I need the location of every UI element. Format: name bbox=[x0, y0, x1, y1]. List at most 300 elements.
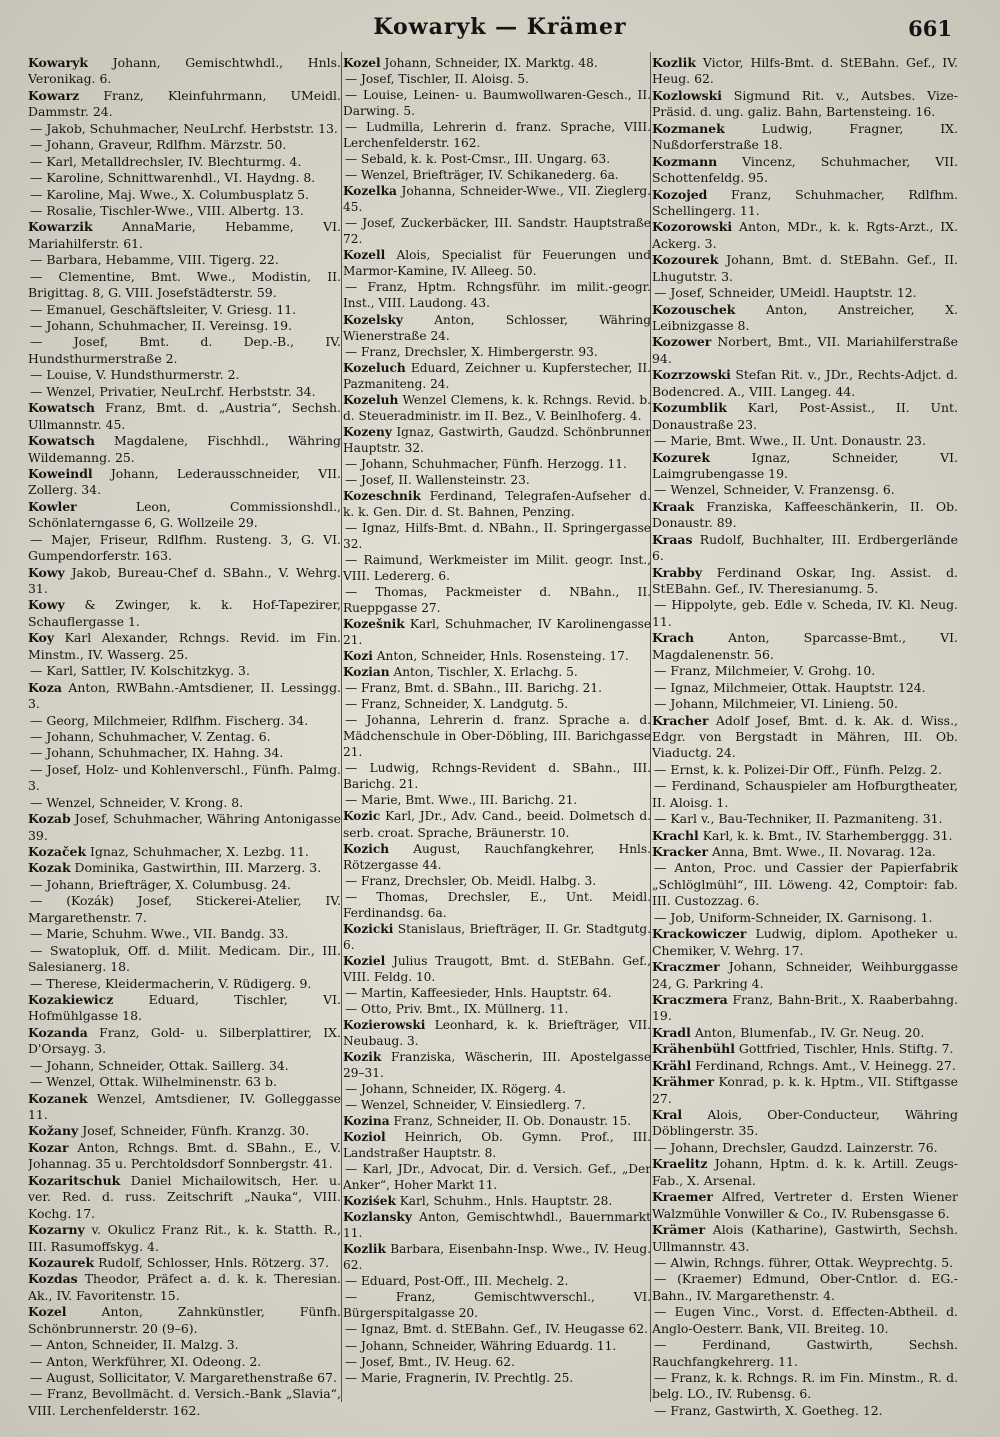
entry-surname: Krabby bbox=[652, 564, 703, 580]
entry-text: Karl Alexander, Rchngs. Revid. im Fin. Minstm., IV. Wasserg. 25. bbox=[28, 630, 341, 662]
directory-entry bbox=[343, 889, 651, 921]
entry-surname: Kraak bbox=[652, 498, 695, 514]
entry-surname: Kowatsch bbox=[28, 433, 95, 449]
directory-entry bbox=[28, 877, 341, 893]
directory-entry bbox=[343, 1081, 651, 1097]
entry-text: Anton, Tischler, X. Erlachg. 5. bbox=[393, 665, 578, 680]
directory-entry bbox=[28, 713, 341, 729]
entry-text: — Raimund, Werkmeister im Milit. geogr. Inst., VIII. Ledererg. 6. bbox=[343, 552, 651, 583]
entry-text: Franz, Kleinfuhrmann, UMeidl. Dammstr. 24. bbox=[28, 87, 341, 120]
entry-surname: Koziel bbox=[343, 953, 386, 968]
directory-entry bbox=[28, 1140, 341, 1173]
directory-entry bbox=[28, 1354, 341, 1370]
entry-text: — Johann, Schneider, Ottak. Saillerg. 34. bbox=[30, 1057, 289, 1073]
directory-entry bbox=[28, 187, 341, 203]
entry-text: — Josef, Bmt. d. Dep.-B., IV. Hundsthurmerstraße 2. bbox=[28, 334, 341, 366]
entry-surname: Kraas bbox=[652, 531, 693, 547]
entry-text: Wenzel Clemens, k. k. Rchngs. Revid. b. d. Steueradministr. im II. Bez., V. Beinlhoferg. 4. bbox=[343, 392, 651, 423]
entry-text: Barbara, Eisenbahn-Insp. Wwe., IV. Heug. 62. bbox=[343, 1242, 651, 1273]
entry-surname: Kozower bbox=[652, 334, 712, 350]
directory-entry bbox=[652, 828, 958, 844]
entry-surname: Kozar bbox=[28, 1139, 69, 1155]
directory-entry bbox=[28, 844, 341, 860]
entry-text: Ludwig, diplom. Apotheker u. Chemiker, V. Wehrg. 17. bbox=[652, 926, 958, 958]
directory-entry bbox=[652, 959, 958, 992]
directory-entry bbox=[343, 1193, 651, 1209]
directory-entry bbox=[343, 312, 651, 344]
entry-surname: Kozourek bbox=[652, 252, 719, 268]
entry-surname: Kraemer bbox=[652, 1189, 713, 1205]
directory-entry bbox=[343, 360, 651, 392]
entry-surname: Kowy bbox=[28, 597, 65, 613]
directory-entry bbox=[343, 488, 651, 520]
directory-entry bbox=[652, 1189, 958, 1222]
directory-entry bbox=[28, 663, 341, 679]
entry-surname: Koweindl bbox=[28, 465, 93, 481]
entry-text: Johann, Lederausschneider, VII. Zollerg. 34. bbox=[28, 465, 341, 498]
entry-surname: Koziol bbox=[343, 1130, 386, 1145]
directory-entry bbox=[343, 279, 651, 311]
entry-text: — Louise, Leinen- u. Baumwollwaren-Gesch., II. Darwing. 5. bbox=[343, 88, 651, 119]
directory-entry bbox=[28, 137, 341, 153]
directory-entry bbox=[343, 71, 651, 87]
directory-entry bbox=[343, 792, 651, 808]
directory-entry bbox=[28, 630, 341, 663]
entry-text: — Johann, Briefträger, X. Columbusg. 24. bbox=[30, 876, 291, 892]
entry-text: — Anton, Proc. und Cassier der Papierfabrik „Schlöglmühl“, III. Löweng. 42, Comptoir: fab. III. Custozzag. 6. bbox=[652, 860, 958, 909]
entry-surname: Kozic bbox=[343, 809, 381, 824]
entry-text: Eduard, Zeichner u. Kupferstecher, II. Pazmaniteng. 24. bbox=[343, 360, 651, 391]
entry-text: & Zwinger, k. k. Hof-Tapezirer, Schauflergasse 1. bbox=[28, 597, 341, 629]
entry-text: — Ferdinand, Schauspieler am Hofburgtheater, II. Aloisg. 1. bbox=[652, 778, 958, 810]
entry-surname: Kowy bbox=[28, 564, 65, 580]
entry-text: — Marie, Fragnerin, IV. Prechtlg. 25. bbox=[345, 1370, 574, 1385]
column-2 bbox=[343, 55, 651, 1420]
entry-text: Vincenz, Schuhmacher, VII. Schottenfeldg. 95. bbox=[652, 153, 958, 186]
entry-surname: Kozrzowski bbox=[652, 367, 731, 383]
entry-surname: Kozeschnik bbox=[343, 488, 421, 503]
entry-text: — Josef, II. Wallensteinstr. 23. bbox=[345, 472, 530, 487]
directory-entry bbox=[343, 921, 651, 953]
directory-entry bbox=[343, 424, 651, 456]
directory-entry bbox=[28, 121, 341, 137]
directory-entry bbox=[28, 384, 341, 400]
entry-text: Josef, Schneider, Fünfh. Kranzg. 30. bbox=[82, 1123, 310, 1139]
directory-entry bbox=[343, 87, 651, 119]
entry-text: — Wenzel, Schneider, V. Einsiedlerg. 7. bbox=[345, 1098, 586, 1113]
entry-text: — Franz, Bevollmächt. d. Versich.-Bank „Slavia“, VIII. Lerchenfelderstr. 162. bbox=[28, 1386, 341, 1418]
directory-entry bbox=[652, 1304, 958, 1337]
directory-entry bbox=[343, 616, 651, 648]
directory-entry bbox=[28, 367, 341, 383]
directory-entry bbox=[28, 154, 341, 170]
entry-text: Karl, Schuhm., Hnls. Hauptstr. 28. bbox=[399, 1194, 613, 1209]
entry-text: Theodor, Präfect a. d. k. k. Theresian. Ak., IV. Favoritenstr. 15. bbox=[28, 1271, 341, 1303]
entry-text: Franz, Bmt. d. „Austria“, Sechsh. Ullmannstr. 45. bbox=[28, 400, 341, 432]
directory-entry bbox=[652, 55, 958, 88]
entry-text: — Franz, Drechsler, X. Himbergerstr. 93. bbox=[345, 344, 598, 359]
entry-text: — Josef, Holz- und Kohlenverschl., Fünfh. Palmg. 3. bbox=[28, 761, 341, 794]
entry-text: — Johann, Schuhmacher, II. Vereinsg. 19. bbox=[30, 318, 293, 333]
directory-entry bbox=[28, 269, 341, 302]
directory-entry bbox=[652, 367, 958, 400]
entry-surname: Krähl bbox=[652, 1057, 692, 1073]
entry-surname: Kozurek bbox=[652, 449, 711, 465]
entry-text: Alois, Specialist für Feuerungen und Marmor-Kamine, IV. Alleeg. 50. bbox=[343, 248, 651, 279]
directory-entry bbox=[652, 433, 958, 449]
entry-surname: Kozarny bbox=[28, 1222, 85, 1238]
directory-entry bbox=[343, 1354, 651, 1370]
entry-text: Karl, Schuhmacher, IV Karolinengasse 21. bbox=[343, 617, 651, 648]
directory-entry bbox=[343, 1273, 651, 1289]
directory-entry bbox=[28, 680, 341, 713]
directory-entry bbox=[28, 795, 341, 811]
entry-text: Jakob, Bureau-Chef d. SBahn., V. Wehrg. 31. bbox=[28, 564, 341, 596]
directory-entry bbox=[652, 680, 958, 696]
entry-text: Ferdinand, Telegrafen-Aufseher d. k. k. Gen. Dir. d. St. Bahnen, Penzing. bbox=[343, 488, 651, 519]
directory-entry bbox=[343, 1017, 651, 1049]
entry-text: Ignaz, Schneider, VI. Laimgrubengasse 19. bbox=[652, 449, 958, 481]
entry-text: — Thomas, Drechsler, E., Unt. Meidl. Ferdinandsg. 6a. bbox=[343, 889, 651, 920]
entry-text: Johanna, Schneider-Wwe., VII. Zieglerg. 45. bbox=[343, 184, 651, 215]
entry-text: — Eduard, Post-Off., III. Mechelg. 2. bbox=[345, 1274, 569, 1289]
entry-text: — Karoline, Maj. Wwe., X. Columbusplatz 5. bbox=[30, 186, 309, 202]
entry-text: — Clementine, Bmt. Wwe., Modistin, II. Brigittag. 8, G. VIII. Josefstädterstr. 59. bbox=[28, 268, 341, 301]
entry-text: Franz, Schuhmacher, Rdlfhm. Schellingerg. 11. bbox=[652, 186, 958, 218]
directory-entry bbox=[28, 811, 341, 844]
entry-text: Ignaz, Gastwirth, Gaudzd. Schönbrunner Hauptstr. 32. bbox=[343, 424, 651, 455]
entry-surname: Kozell bbox=[343, 248, 386, 263]
directory-entry bbox=[343, 664, 651, 680]
entry-text: — Ignaz, Bmt. d. StEBahn. Gef., IV. Heugasse 62. bbox=[345, 1322, 648, 1337]
directory-entry bbox=[652, 778, 958, 811]
entry-text: Adolf Josef, Bmt. d. k. Ak. d. Wiss., Edgr. von Bergstadt in Mähren, III. Ob. Viaductg. 24. bbox=[652, 712, 958, 761]
directory-entry bbox=[28, 762, 341, 795]
entry-surname: Krähenbühl bbox=[652, 1041, 735, 1057]
directory-entry bbox=[652, 1025, 958, 1041]
entry-surname: Kraczmera bbox=[652, 991, 728, 1007]
entry-text: — Johann, Graveur, Rdlfhm. Märzstr. 50. bbox=[30, 137, 287, 153]
directory-entry bbox=[343, 1113, 651, 1129]
entry-text: Anton, RWBahn.-Amtsdiener, II. Lessingg. 3. bbox=[28, 679, 341, 712]
entry-surname: Kozouschek bbox=[652, 301, 736, 317]
directory-entry bbox=[28, 532, 341, 565]
entry-text: — Johanna, Lehrerin d. franz. Sprache a. d. Mädchenschule in Ober-Döbling, III. Barichgasse 21. bbox=[343, 713, 651, 760]
directory-entry bbox=[28, 88, 341, 121]
directory-entry bbox=[652, 219, 958, 252]
directory-entry bbox=[28, 745, 341, 761]
entry-surname: Kozaurek bbox=[28, 1254, 95, 1270]
entry-text: — Franz, Drechsler, Ob. Meidl. Halbg. 3. bbox=[345, 873, 597, 888]
entry-surname: Kracker bbox=[652, 844, 709, 859]
entry-text: Anton, Sparcasse-Bmt., VI. Magdalenenstr. 56. bbox=[652, 630, 958, 662]
entry-text: — Josef, Bmt., IV. Heug. 62. bbox=[345, 1354, 515, 1369]
directory-entry bbox=[28, 893, 341, 926]
directory-entry bbox=[343, 215, 651, 247]
entry-text: — Sebald, k. k. Post-Cmsr., III. Ungarg. 63. bbox=[345, 152, 611, 167]
entry-text: Leon, Commissionshdl., Schönlaterngasse 6, G. Wollzeile 29. bbox=[28, 498, 341, 531]
directory-entry bbox=[652, 1255, 958, 1271]
entry-text: — Ignaz, Milchmeier, Ottak. Hauptstr. 124. bbox=[654, 679, 926, 695]
entry-text: — (Kraemer) Edmund, Ober-Cntlor. d. EG.-Bahn., IV. Margarethenstr. 4. bbox=[652, 1271, 958, 1303]
directory-entry bbox=[652, 844, 958, 860]
entry-text: — Wenzel, Schneider, V. Krong. 8. bbox=[30, 794, 244, 810]
entry-text: Ignaz, Schuhmacher, X. Lezbg. 11. bbox=[90, 844, 309, 859]
directory-entry bbox=[652, 121, 958, 154]
directory-entry bbox=[652, 285, 958, 301]
entry-text: Franz, Bahn-Brit., X. Raaberbahng. 19. bbox=[652, 991, 958, 1024]
directory-entry bbox=[652, 663, 958, 679]
directory-entry bbox=[28, 597, 341, 630]
column-1 bbox=[28, 55, 341, 1420]
entry-text: — August, Sollicitator, V. Margarethenstraße 67. bbox=[30, 1370, 337, 1385]
directory-entry bbox=[652, 1107, 958, 1140]
directory-entry bbox=[343, 552, 651, 584]
entry-text: — Ignaz, Hilfs-Bmt. d. NBahn., II. Springergasse 32. bbox=[343, 520, 651, 551]
entry-text: Karl, Post-Assist., II. Unt. Donaustraße 23. bbox=[652, 400, 958, 432]
entry-text: — Marie, Bmt. Wwe., III. Barichg. 21. bbox=[345, 793, 578, 808]
directory-entry bbox=[343, 712, 651, 760]
entry-text: — Franz, Hptm. Rchngsführ. im milit.-geogr. Inst., VIII. Laudong. 43. bbox=[343, 280, 651, 311]
directory-entry bbox=[28, 976, 341, 992]
directory-entry bbox=[28, 1025, 341, 1058]
directory-entry bbox=[343, 873, 651, 889]
directory-entry bbox=[343, 456, 651, 472]
entry-surname: Kozmanek bbox=[652, 120, 725, 136]
entry-text: AnnaMarie, Hebamme, VI. Mariahilferstr. 61. bbox=[28, 219, 341, 251]
entry-text: Johann, Schneider, Weihburggasse 24, G. Parkring 4. bbox=[652, 959, 958, 991]
entry-text: v. Okulicz Franz Rit., k. k. Statth. R., III. Rasumoffskyg. 4. bbox=[28, 1222, 341, 1254]
entry-text: — Thomas, Packmeister d. NBahn., II. Rueppgasse 27. bbox=[343, 585, 651, 616]
directory-entry bbox=[343, 985, 651, 1001]
entry-text: Dominika, Gastwirthin, III. Marzerg. 3. bbox=[74, 860, 322, 876]
entry-surname: Kozaritschuk bbox=[28, 1172, 121, 1188]
entry-text: Franz, Schneider, II. Ob. Donaustr. 15. bbox=[393, 1114, 632, 1129]
directory-entry bbox=[343, 696, 651, 712]
entry-surname: Kraelitz bbox=[652, 1156, 708, 1172]
entry-text: — Josef, Schneider, UMeidl. Hauptstr. 12. bbox=[654, 285, 917, 301]
entry-text: Wenzel, Amtsdiener, IV. Golleggasse 11. bbox=[28, 1090, 341, 1122]
entry-text: Rudolf, Buchhalter, III. Erdbergerlände 6. bbox=[652, 531, 958, 564]
directory-entry bbox=[28, 1091, 341, 1124]
entry-text: Anna, Bmt. Wwe., II. Novarag. 12a. bbox=[712, 844, 936, 859]
entry-text: Johann, Schneider, IX. Marktg. 48. bbox=[384, 56, 598, 70]
entry-surname: Koza bbox=[28, 679, 62, 695]
directory-entry bbox=[28, 1123, 341, 1139]
entry-text: Leonhard, k. k. Briefträger, VII. Neubaug. 3. bbox=[343, 1017, 651, 1048]
entry-text: — Karl, Metalldrechsler, IV. Blechturmg. 4. bbox=[30, 153, 302, 169]
directory-entry bbox=[28, 992, 341, 1025]
entry-text: August, Rauchfangkehrer, Hnls. Rötzergasse 44. bbox=[343, 841, 651, 872]
directory-entry bbox=[652, 926, 958, 959]
entry-text: — Josef, Tischler, II. Aloisg. 5. bbox=[345, 72, 529, 87]
directory-entry bbox=[343, 1209, 651, 1241]
directory-entry bbox=[343, 1049, 651, 1081]
entry-text: Magdalene, Fischhdl., Währing Wildemanng. 25. bbox=[28, 433, 341, 465]
entry-surname: Kozanda bbox=[28, 1024, 88, 1040]
entry-text: — Ludwig, Rchngs-Revident d. SBahn., III. Barichg. 21. bbox=[343, 761, 651, 792]
directory-entry bbox=[343, 584, 651, 616]
entry-surname: Koy bbox=[28, 630, 55, 646]
entry-surname: Kozab bbox=[28, 811, 71, 827]
entry-text: Franziska, Wäscherin, III. Apostelgasse 29–31. bbox=[343, 1049, 651, 1080]
directory-entry bbox=[652, 400, 958, 433]
entry-surname: Kowarzik bbox=[28, 219, 93, 235]
entry-text: Anton, Anstreicher, X. Leibnizgasse 8. bbox=[652, 301, 958, 333]
entry-text: — Franz, Gastwirth, X. Goetheg. 12. bbox=[654, 1402, 883, 1418]
entry-text: Anton, Rchngs. Bmt. d. SBahn., E., V. Johannag. 35 u. Perchtoldsdorf Sonnbergstr. 41. bbox=[28, 1139, 341, 1172]
directory-entry bbox=[343, 344, 651, 360]
entry-text: — Wenzel, Briefträger, IV. Schikanederg. 6a. bbox=[345, 168, 619, 183]
directory-entry bbox=[343, 841, 651, 873]
entry-surname: Kowarz bbox=[28, 87, 80, 103]
entry-text: Anton, Blumenfab., IV. Gr. Neug. 20. bbox=[694, 1024, 925, 1040]
directory-entry bbox=[343, 392, 651, 424]
entry-surname: Kozumblik bbox=[652, 400, 727, 416]
entry-text: — Franz, k. k. Rchngs. R. im Fin. Minstm., R. d. belg. LO., IV. Rubensg. 6. bbox=[652, 1370, 958, 1402]
entry-surname: Kozian bbox=[343, 665, 390, 680]
directory-entry bbox=[28, 1337, 341, 1353]
entry-text: — Marie, Bmt. Wwe., II. Unt. Donaustr. 23. bbox=[654, 433, 926, 449]
entry-text: — Anton, Schneider, II. Malzg. 3. bbox=[30, 1337, 239, 1353]
entry-surname: Krackowiczer bbox=[652, 926, 747, 942]
column-rule bbox=[341, 52, 342, 1402]
entry-text: — Karl, JDr., Advocat, Dir. d. Versich. Gef., „Der Anker“, Hoher Markt 11. bbox=[343, 1162, 651, 1193]
entry-surname: Kozich bbox=[343, 841, 390, 856]
entry-surname: Kozorowski bbox=[652, 219, 733, 235]
entry-text: — Alwin, Rchngs. führer, Ottak. Weyprechtg. 5. bbox=[654, 1254, 954, 1270]
entry-surname: Kozik bbox=[343, 1049, 382, 1064]
directory-entry bbox=[343, 1321, 651, 1337]
directory-entry bbox=[652, 811, 958, 827]
entry-text: Johann, Hptm. d. k. k. Artill. Zeugs-Fab., X. Arsenal. bbox=[652, 1156, 958, 1188]
directory-entry bbox=[28, 1370, 341, 1386]
entry-surname: Kožany bbox=[28, 1123, 79, 1139]
directory-entry bbox=[28, 219, 341, 252]
entry-text: — Marie, Schuhm. Wwe., VII. Bandg. 33. bbox=[30, 926, 289, 942]
entry-text: — Wenzel, Ottak. Wilhelminenstr. 63 b. bbox=[30, 1074, 277, 1090]
page-number: 661 bbox=[908, 16, 952, 41]
column-3 bbox=[652, 55, 958, 1420]
entry-text: — Johann, Drechsler, Gaudzd. Lainzerstr. 76. bbox=[654, 1139, 938, 1155]
entry-surname: Kozanek bbox=[28, 1090, 88, 1106]
entry-surname: Kozicki bbox=[343, 921, 394, 936]
directory-entry bbox=[652, 565, 958, 598]
entry-text: — (Kozák) Josef, Stickerei-Atelier, IV. Margarethenstr. 7. bbox=[28, 893, 341, 925]
directory-entry bbox=[343, 119, 651, 151]
directory-entry bbox=[28, 860, 341, 876]
entry-surname: Kowaryk bbox=[28, 55, 88, 70]
directory-entry bbox=[28, 1255, 341, 1271]
directory-entry bbox=[343, 1370, 651, 1386]
entry-surname: Kracher bbox=[652, 712, 709, 728]
entry-text: — Hippolyte, geb. Edle v. Scheda, IV. Kl. Neug. 11. bbox=[652, 597, 958, 629]
entry-text: Gottfried, Tischler, Hnls. Stiftg. 7. bbox=[738, 1041, 954, 1057]
directory-entry bbox=[652, 450, 958, 483]
directory-entry bbox=[343, 680, 651, 696]
directory-entry bbox=[652, 1271, 958, 1304]
directory-entry bbox=[28, 433, 341, 466]
directory-entry bbox=[28, 55, 341, 88]
entry-surname: Kozaček bbox=[28, 844, 87, 859]
entry-text: Rudolf, Schlosser, Hnls. Rötzerg. 37. bbox=[98, 1254, 329, 1270]
entry-text: Franziska, Kaffeeschänkerin, II. Ob. Donaustr. 89. bbox=[652, 498, 958, 531]
entry-text: — Johann, Schneider, Währing Eduardg. 11. bbox=[345, 1338, 617, 1353]
entry-text: — Wenzel, Schneider, V. Franzensg. 6. bbox=[654, 482, 895, 498]
entry-text: — Johann, Schuhmacher, V. Zentag. 6. bbox=[30, 728, 271, 744]
directory-entry bbox=[28, 334, 341, 367]
entry-text: Norbert, Bmt., VII. Mariahilferstraße 94. bbox=[652, 334, 958, 366]
entry-text: — Franz, Schneider, X. Landgutg. 5. bbox=[345, 697, 569, 712]
entry-surname: Kozelsky bbox=[343, 312, 403, 327]
entry-text: — Johann, Milchmeier, VI. Linieng. 50. bbox=[654, 696, 898, 712]
directory-entry bbox=[652, 532, 958, 565]
entry-text: — Swatopluk, Off. d. Milit. Medicam. Dir., III. Salesianerg. 18. bbox=[28, 942, 341, 975]
entry-text: Alfred, Vertreter d. Ersten Wiener Walzmühle Vonwiller & Co., IV. Rubensgasse 6. bbox=[652, 1189, 958, 1221]
entry-text: Alois (Katharine), Gastwirth, Sechsh. Ullmannstr. 43. bbox=[652, 1222, 958, 1254]
directory-entry bbox=[28, 318, 341, 334]
entry-text: — Ferdinand, Gastwirth, Sechsh. Rauchfangkehrerg. 11. bbox=[652, 1337, 958, 1369]
entry-text: Sigmund Rit. v., Autsbes. Vize-Präsid. d. ung. galiz. Bahn, Bartensteing. 16. bbox=[652, 87, 958, 120]
directory-entry bbox=[28, 400, 341, 433]
entry-text: — Josef, Zuckerbäcker, III. Sandstr. Hauptstraße 72. bbox=[343, 216, 651, 247]
directory-entry bbox=[652, 860, 958, 909]
entry-surname: Kozeluh bbox=[343, 392, 399, 407]
entry-surname: Kowatsch bbox=[28, 400, 95, 416]
entry-surname: Koziśek bbox=[343, 1194, 396, 1209]
entry-text: Karl, k. k. Bmt., IV. Starhemberggg. 31. bbox=[702, 827, 953, 843]
entry-text: — Ludmilla, Lehrerin d. franz. Sprache, VIII. Lerchenfelderstr. 162. bbox=[343, 120, 651, 151]
entry-text: Josef, Schuhmacher, Währing Antonigasse 39. bbox=[28, 811, 341, 843]
directory-entry bbox=[28, 1386, 341, 1419]
directory-entry bbox=[652, 762, 958, 778]
entry-surname: Kowler bbox=[28, 498, 77, 514]
directory-entry bbox=[28, 1058, 341, 1074]
directory-entry bbox=[652, 713, 958, 762]
entry-surname: Krach bbox=[652, 630, 695, 646]
entry-surname: Kozel bbox=[28, 1304, 67, 1320]
entry-surname: Kozešnik bbox=[343, 617, 405, 632]
entry-text: Eduard, Tischler, VI. Hofmühlgasse 18. bbox=[28, 991, 341, 1024]
directory-entry bbox=[28, 499, 341, 532]
entry-surname: Kozeny bbox=[343, 424, 392, 439]
directory-entry bbox=[28, 943, 341, 976]
directory-entry bbox=[652, 1222, 958, 1255]
directory-entry bbox=[652, 696, 958, 712]
directory-entry bbox=[343, 953, 651, 985]
entry-text: Franz, Gold- u. Silberplattirer, IX. D'Orsayg. 3. bbox=[28, 1024, 341, 1057]
entry-surname: Kozlik bbox=[343, 1242, 386, 1257]
entry-text: — Therese, Kleidermacherin, V. Rüdigerg. 9. bbox=[30, 975, 312, 991]
entry-text: — Johann, Schuhmacher, IX. Hahng. 34. bbox=[30, 745, 284, 761]
entry-surname: Kozojed bbox=[652, 186, 708, 202]
directory-entry bbox=[652, 1041, 958, 1057]
directory-entry bbox=[28, 252, 341, 268]
entry-text: — Georg, Milchmeier, Rdlfhm. Fischerg. 34. bbox=[30, 712, 309, 728]
entry-text: Karl, JDr., Adv. Cand., beeid. Dolmetsch d. serb. croat. Sprache, Bräunerstr. 10. bbox=[343, 809, 651, 840]
entry-text: — Wenzel, Privatier, NeuLrchf. Herbststr. 34. bbox=[30, 383, 316, 399]
entry-text: — Rosalie, Tischler-Wwe., VIII. Albertg. 13. bbox=[30, 202, 304, 218]
directory-entry bbox=[652, 1058, 958, 1074]
entry-text: — Franz, Milchmeier, V. Grohg. 10. bbox=[654, 663, 876, 679]
entry-surname: Kraczmer bbox=[652, 959, 720, 975]
entry-surname: Kozmann bbox=[652, 153, 718, 169]
directory-entry bbox=[343, 1241, 651, 1273]
directory-entry bbox=[343, 520, 651, 552]
entry-text: Anton, Gemischtwhdl., Bauernmarkt 11. bbox=[343, 1210, 651, 1241]
entry-surname: Kozakiewicz bbox=[28, 991, 114, 1007]
entry-text: Anton, Schlosser, Währing Wienerstraße 24. bbox=[343, 312, 651, 343]
